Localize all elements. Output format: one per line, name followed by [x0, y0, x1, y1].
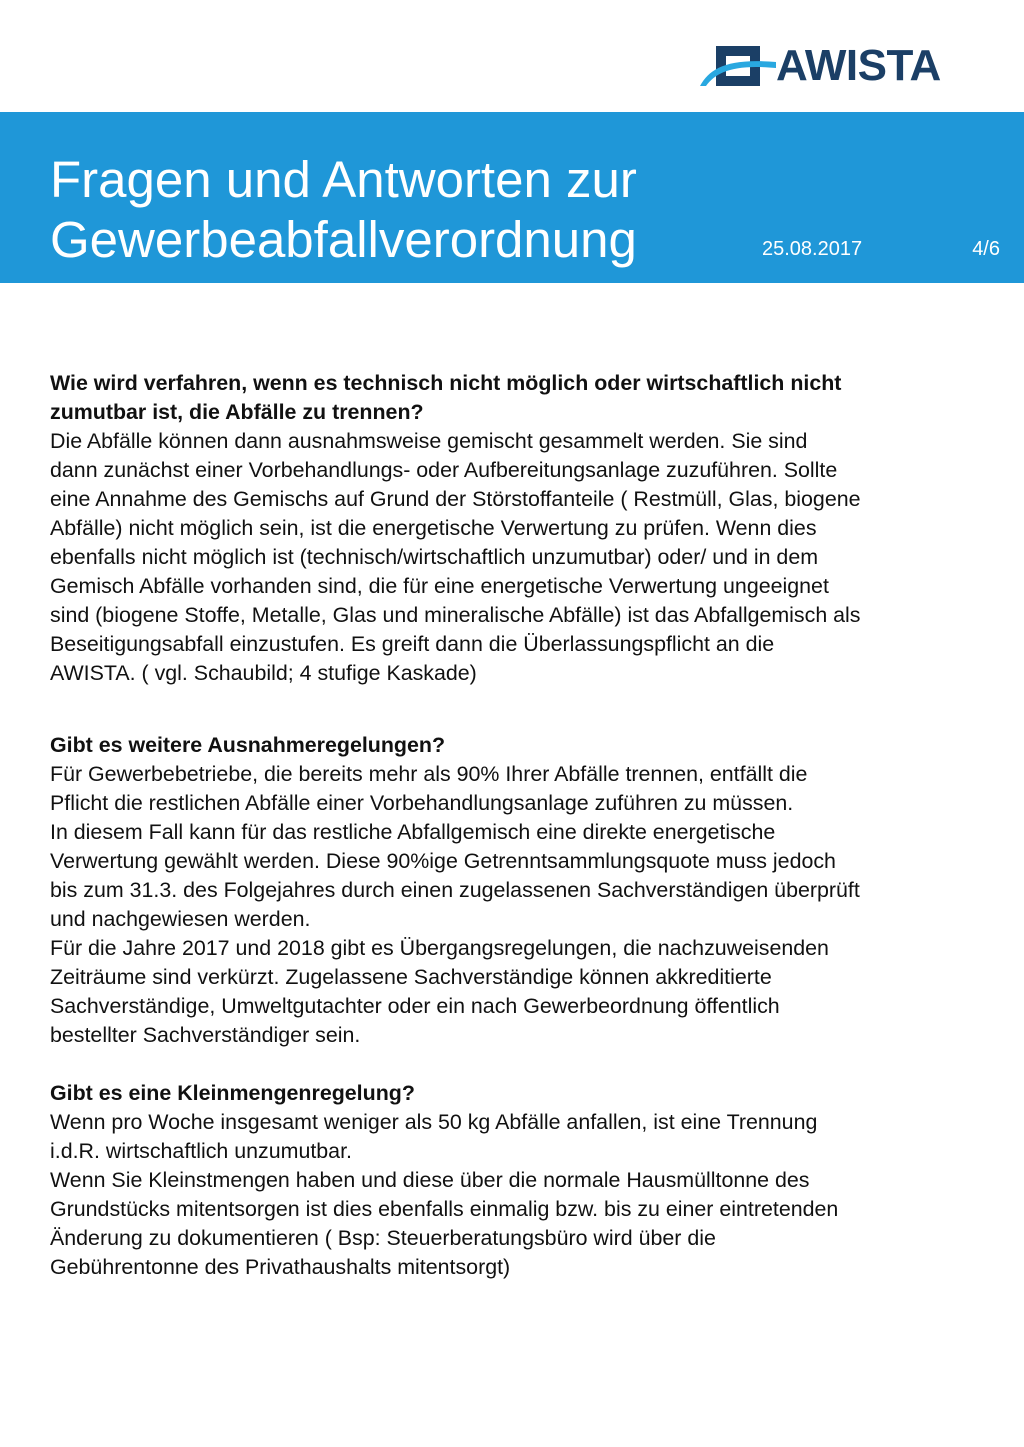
faq-section-exceptions — [50, 731, 1000, 1050]
faq-question — [50, 1079, 1000, 1108]
answer-line: Die Abfälle können dann ausnahmsweise gemischt gesammelt werden. Sie sind — [50, 429, 808, 453]
question-line: Gibt es weitere Ausnahmeregelungen? — [50, 733, 446, 757]
answer-line: Pflicht die restlichen Abfälle einer Vorbehandlungsanlage zuführen zu müssen. — [50, 791, 794, 815]
page-title-line-2: Gewerbeabfallverordnung — [50, 211, 637, 268]
answer-line: Zeiträume sind verkürzt. Zugelassene Sachverständige können akkreditierte — [50, 965, 772, 989]
answer-line: AWISTA. ( vgl. Schaubild; 4 stufige Kaskade) — [50, 661, 477, 685]
faq-question — [50, 731, 1000, 760]
document-date: 25.08.2017 — [762, 238, 863, 260]
answer-line: Wenn pro Woche insgesamt weniger als 50 kg Abfälle anfallen, ist eine Trennung — [50, 1110, 818, 1134]
answer-line: dann zunächst einer Vorbehandlungs- oder Aufbereitungsanlage zuzuführen. Sollte — [50, 458, 838, 482]
answer-line: In diesem Fall kann für das restliche Abfallgemisch eine direkte energetische — [50, 820, 776, 844]
answer-line: i.d.R. wirtschaftlich unzumutbar. — [50, 1139, 352, 1163]
answer-line: eine Annahme des Gemischs auf Grund der Störstoffanteile ( Restmüll, Glas, biogene — [50, 487, 861, 511]
faq-answer — [50, 760, 1000, 1050]
answer-line: Gebührentonne des Privathaushalts mitentsorgt) — [50, 1255, 511, 1279]
awista-logo-mark-icon — [698, 40, 778, 92]
faq-section-separation-impossible — [50, 369, 1000, 688]
page-number: 4/6 — [972, 238, 1000, 260]
question-line: Wie wird verfahren, wenn es technisch nicht möglich oder wirtschaftlich nicht — [50, 371, 842, 395]
faq-section-small-quantities — [50, 1079, 1000, 1282]
answer-line: bestellter Sachverständiger sein. — [50, 1023, 361, 1047]
awista-logo — [698, 40, 968, 92]
answer-line: Wenn Sie Kleinstmengen haben und diese über die normale Hausmülltonne des — [50, 1168, 810, 1192]
faq-answer — [50, 1108, 1000, 1282]
answer-line: ebenfalls nicht möglich ist (technisch/wirtschaftlich unzumutbar) oder/ und in dem — [50, 545, 819, 569]
answer-line: Grundstücks mitentsorgen ist dies ebenfalls einmalig bzw. bis zu einer eintretenden — [50, 1197, 839, 1221]
page-title — [50, 150, 637, 270]
faq-question — [50, 369, 1000, 427]
answer-line: Abfälle) nicht möglich sein, ist die energetische Verwertung zu prüfen. Wenn dies — [50, 516, 817, 540]
answer-line: Sachverständige, Umweltgutachter oder ein nach Gewerbeordnung öffentlich — [50, 994, 780, 1018]
faq-answer — [50, 427, 1000, 688]
answer-line: Verwertung gewählt werden. Diese 90%ige Getrenntsammlungsquote muss jedoch — [50, 849, 836, 873]
question-line: Gibt es eine Kleinmengenregelung? — [50, 1081, 415, 1105]
answer-line: bis zum 31.3. des Folgejahres durch einen zugelassenen Sachverständigen überprüft — [50, 878, 860, 902]
answer-line: Änderung zu dokumentieren ( Bsp: Steuerberatungsbüro wird über die — [50, 1226, 716, 1250]
answer-line: Für die Jahre 2017 und 2018 gibt es Übergangsregelungen, die nachzuweisenden — [50, 936, 829, 960]
answer-line: Gemisch Abfälle vorhanden sind, die für eine energetische Verwertung ungeeignet — [50, 574, 829, 598]
faq-content — [50, 369, 1000, 1282]
answer-line: Für Gewerbebetriebe, die bereits mehr als 90% Ihrer Abfälle trennen, entfällt die — [50, 762, 808, 786]
title-banner — [0, 112, 1024, 283]
answer-line: Beseitigungsabfall einzustufen. Es greift dann die Überlassungspflicht an die — [50, 632, 775, 656]
answer-line: und nachgewiesen werden. — [50, 907, 311, 931]
page-title-line-1: Fragen und Antworten zur — [50, 151, 637, 208]
logo-wordmark: AWISTA — [776, 41, 941, 90]
question-line: zumutbar ist, die Abfälle zu trennen? — [50, 400, 424, 424]
answer-line: sind (biogene Stoffe, Metalle, Glas und mineralische Abfälle) ist das Abfallgemisch als — [50, 603, 861, 627]
